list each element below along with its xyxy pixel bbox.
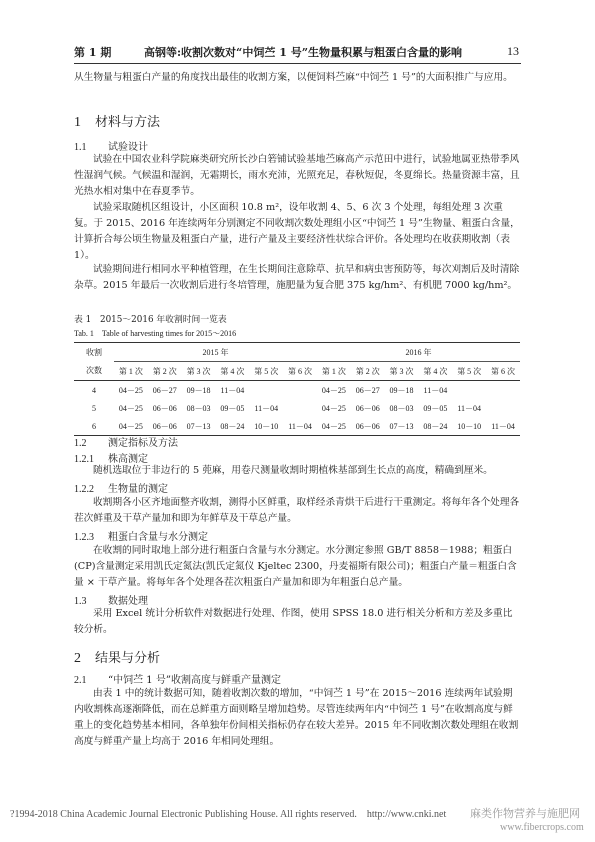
table-cell: 04－25 xyxy=(321,403,346,413)
col-header: 第 1 次 xyxy=(114,362,148,381)
table-row xyxy=(74,381,520,400)
table-cell: 09－05 xyxy=(220,403,245,413)
table-cell: 08－24 xyxy=(418,417,452,436)
table-cell: 11－04 xyxy=(486,417,520,436)
col-header: 第 2 次 xyxy=(148,362,182,381)
paragraph-protein: 在收割的同时取地上部分进行粗蛋白含量与水分测定。水分测定参照 GB/T 8858－1988；粗蛋白(CP)含量测定采用凯氏定氮法(凯氏定氮仪 Kjeltec 2300，丹麦福斯有限公司)；粗蛋白产量＝粗蛋白含量 × 干草产量。将每年各个处理各茬次粗蛋白产量加和即为年粗蛋白总产量。 xyxy=(74,545,517,588)
col-header: 第 3 次 xyxy=(385,362,419,381)
table-caption-en: Tab. 1 Table of harvesting times for 2015～2016 xyxy=(74,329,237,338)
table-cell: 04－25 xyxy=(118,403,143,413)
table-cell xyxy=(486,381,520,400)
subsection-heading-1-3: 1.3 数据处理 xyxy=(74,596,148,607)
section-title: 材料与方法 xyxy=(95,115,161,130)
table-cell xyxy=(452,381,486,400)
table-header-harvest: 收割 xyxy=(74,343,114,362)
table-row xyxy=(74,399,520,417)
col-header: 第 2 次 xyxy=(351,362,385,381)
table-cell: 09－18 xyxy=(186,385,211,395)
table-header-year-2016: 2016 年 xyxy=(317,343,520,362)
section-number: 1 xyxy=(74,115,81,130)
table-cell: 09－05 xyxy=(423,403,448,413)
table-cell: 04－25 xyxy=(317,417,351,436)
subsection-heading-1-1: 1.1 试验设计 xyxy=(74,142,148,153)
intro-paragraph: 从生物量与粗蛋白产量的角度找出最佳的收割方案，以便饲料苎麻“中饲苎 1 号”的大面积推广与应用。 xyxy=(74,72,513,83)
subsection-heading-1-2-2: 1.2.2 生物量的测定 xyxy=(74,484,168,495)
table-cell: 11－04 xyxy=(423,385,448,395)
running-title: 高钢等:收割次数对“中饲苎 1 号”生物量积累与粗蛋白含量的影响 xyxy=(144,46,463,59)
watermark-text: 麻类作物营养与施肥网 xyxy=(470,807,580,820)
subsection-heading-1-2: 1.2 测定指标及方法 xyxy=(74,438,178,449)
table-cell: 11－04 xyxy=(254,403,279,413)
table-cell: 11－04 xyxy=(283,417,317,436)
paragraph-height: 随机选取位于非边行的 5 蔸麻，用卷尺测量收割时期植株基部到生长点的高度，精确到厘米。 xyxy=(93,465,493,476)
col-header: 第 6 次 xyxy=(283,362,317,381)
col-header: 第 6 次 xyxy=(486,362,520,381)
table-cell: 08－03 xyxy=(186,403,211,413)
table-cell: 04－25 xyxy=(118,385,143,395)
col-header: 第 5 次 xyxy=(452,362,486,381)
paragraph-biomass: 收割期各小区齐地面整齐收割，测得小区鲜重，取样经杀青烘干后进行干重测定。将每年各个处理各茬次鲜重及干草产量加和即为年鲜草及干草总产量。 xyxy=(74,497,520,524)
header-rule xyxy=(74,63,521,64)
col-header: 第 5 次 xyxy=(249,362,283,381)
section-heading-1 xyxy=(74,111,160,131)
table-cell: 10－10 xyxy=(452,417,486,436)
paragraph-results: 由表 1 中的统计数据可知，随着收割次数的增加，“中饲苎 1 号”在 2015～2016 连续两年试验期内收割株高逐渐降低，而在总鲜重方面则略呈增加趋势。尽管连续两年内“中饲苎 1 号”在收割高度与鲜重上的变化趋势基本相同，各单独年份间相关指标仍存在较大差异。2015 年不同收割次数处理组在收割高度与鲜重产量上均高于 2016 年相同处理组。 xyxy=(74,688,519,747)
table-cell: 04－25 xyxy=(321,385,346,395)
table-cell xyxy=(249,381,283,400)
table-cell: 10－10 xyxy=(249,417,283,436)
table-cell: 06－27 xyxy=(152,385,177,395)
table-cell: 04－25 xyxy=(114,417,148,436)
watermark-url: www.fibercrops.com xyxy=(500,822,584,833)
table-cell: 07－13 xyxy=(182,417,216,436)
table-cell: 06－27 xyxy=(355,385,380,395)
paragraph-data-processing: 采用 Excel 统计分析软件对数据进行处理、作图，使用 SPSS 18.0 进行相关分析和方差及多重比较分析。 xyxy=(74,608,513,635)
copyright-footer: ?1994-2018 China Academic Journal Electronic Publishing House. All rights reserved. http://www.cnki.net xyxy=(10,809,447,820)
page-number: 13 xyxy=(507,44,519,58)
table-cell: 6 xyxy=(74,417,114,436)
col-header: 第 1 次 xyxy=(317,362,351,381)
table-header-count: 次数 xyxy=(74,362,114,381)
table-cell: 06－06 xyxy=(351,417,385,436)
paragraph-design: 试验采取随机区组设计，小区面积 10.8 m²，设年收割 4、5、6 次 3 个处理，每组处理 3 次重复。于 2015、2016 年连续两年分别测定不同收割次数处理组小区“中饲苎 1 号”生物量、粗蛋白含量，计算折合每公顷生物量及粗蛋白产量，进行产量及主要经济性状综合评价。各处理均在收获期收割（表 1）。 xyxy=(74,202,520,261)
table-cell: 06－06 xyxy=(152,403,177,413)
table-cell: 11－04 xyxy=(220,385,245,395)
table-header-year-2015: 2015 年 xyxy=(114,343,317,362)
col-header: 第 3 次 xyxy=(182,362,216,381)
table-cell: 06－06 xyxy=(355,403,380,413)
table-cell: 08－24 xyxy=(215,417,249,436)
table-cell xyxy=(283,381,317,400)
table-cell: 07－13 xyxy=(385,417,419,436)
col-header: 第 4 次 xyxy=(215,362,249,381)
table-cell: 09－18 xyxy=(389,385,414,395)
subsection-heading-2-1: 2.1 “中饲苎 1 号”收割高度与鲜重产量测定 xyxy=(74,675,281,686)
table-cell: 08－03 xyxy=(389,403,414,413)
table-cell xyxy=(486,399,520,417)
paragraph-management: 试验期间进行相同水平种植管理，在生长期间注意除草、抗旱和病虫害预防等，每次刈割后及时清除杂草。2015 年最后一次收割后进行冬培管理，施肥量为复合肥 375 kg/hm²、有机肥 7000 kg/hm²。 xyxy=(74,264,520,291)
harvest-times-table xyxy=(74,342,520,436)
table-row xyxy=(74,417,520,436)
section-heading-2: 2 结果与分析 xyxy=(74,651,161,666)
table-cell: 06－06 xyxy=(148,417,182,436)
subsection-heading-1-2-3: 1.2.3 粗蛋白含量与水分测定 xyxy=(74,532,208,543)
table-cell: 11－04 xyxy=(457,403,482,413)
table-cell: 4 xyxy=(92,385,96,395)
subsection-heading-1-2-1: 1.2.1 株高测定 xyxy=(74,454,148,465)
table-cell xyxy=(283,399,317,417)
issue-number: 第 1 期 xyxy=(74,46,112,59)
col-header: 第 4 次 xyxy=(418,362,452,381)
running-header xyxy=(74,44,521,62)
table-caption-cn: 表 1 2015～2016 年收割时间一览表 xyxy=(74,315,227,325)
table-cell: 5 xyxy=(92,403,96,413)
paragraph-site: 试验在中国农业科学院麻类研究所长沙白箬铺试验基地苎麻高产示范田中进行，试验地属亚热带季风性湿润气候。气候温和湿润，无霜期长，雨水充沛，光照充足，春秋短促，冬夏绵长。热量资源丰富，且光热水相对集中在春夏季节。 xyxy=(74,154,520,197)
